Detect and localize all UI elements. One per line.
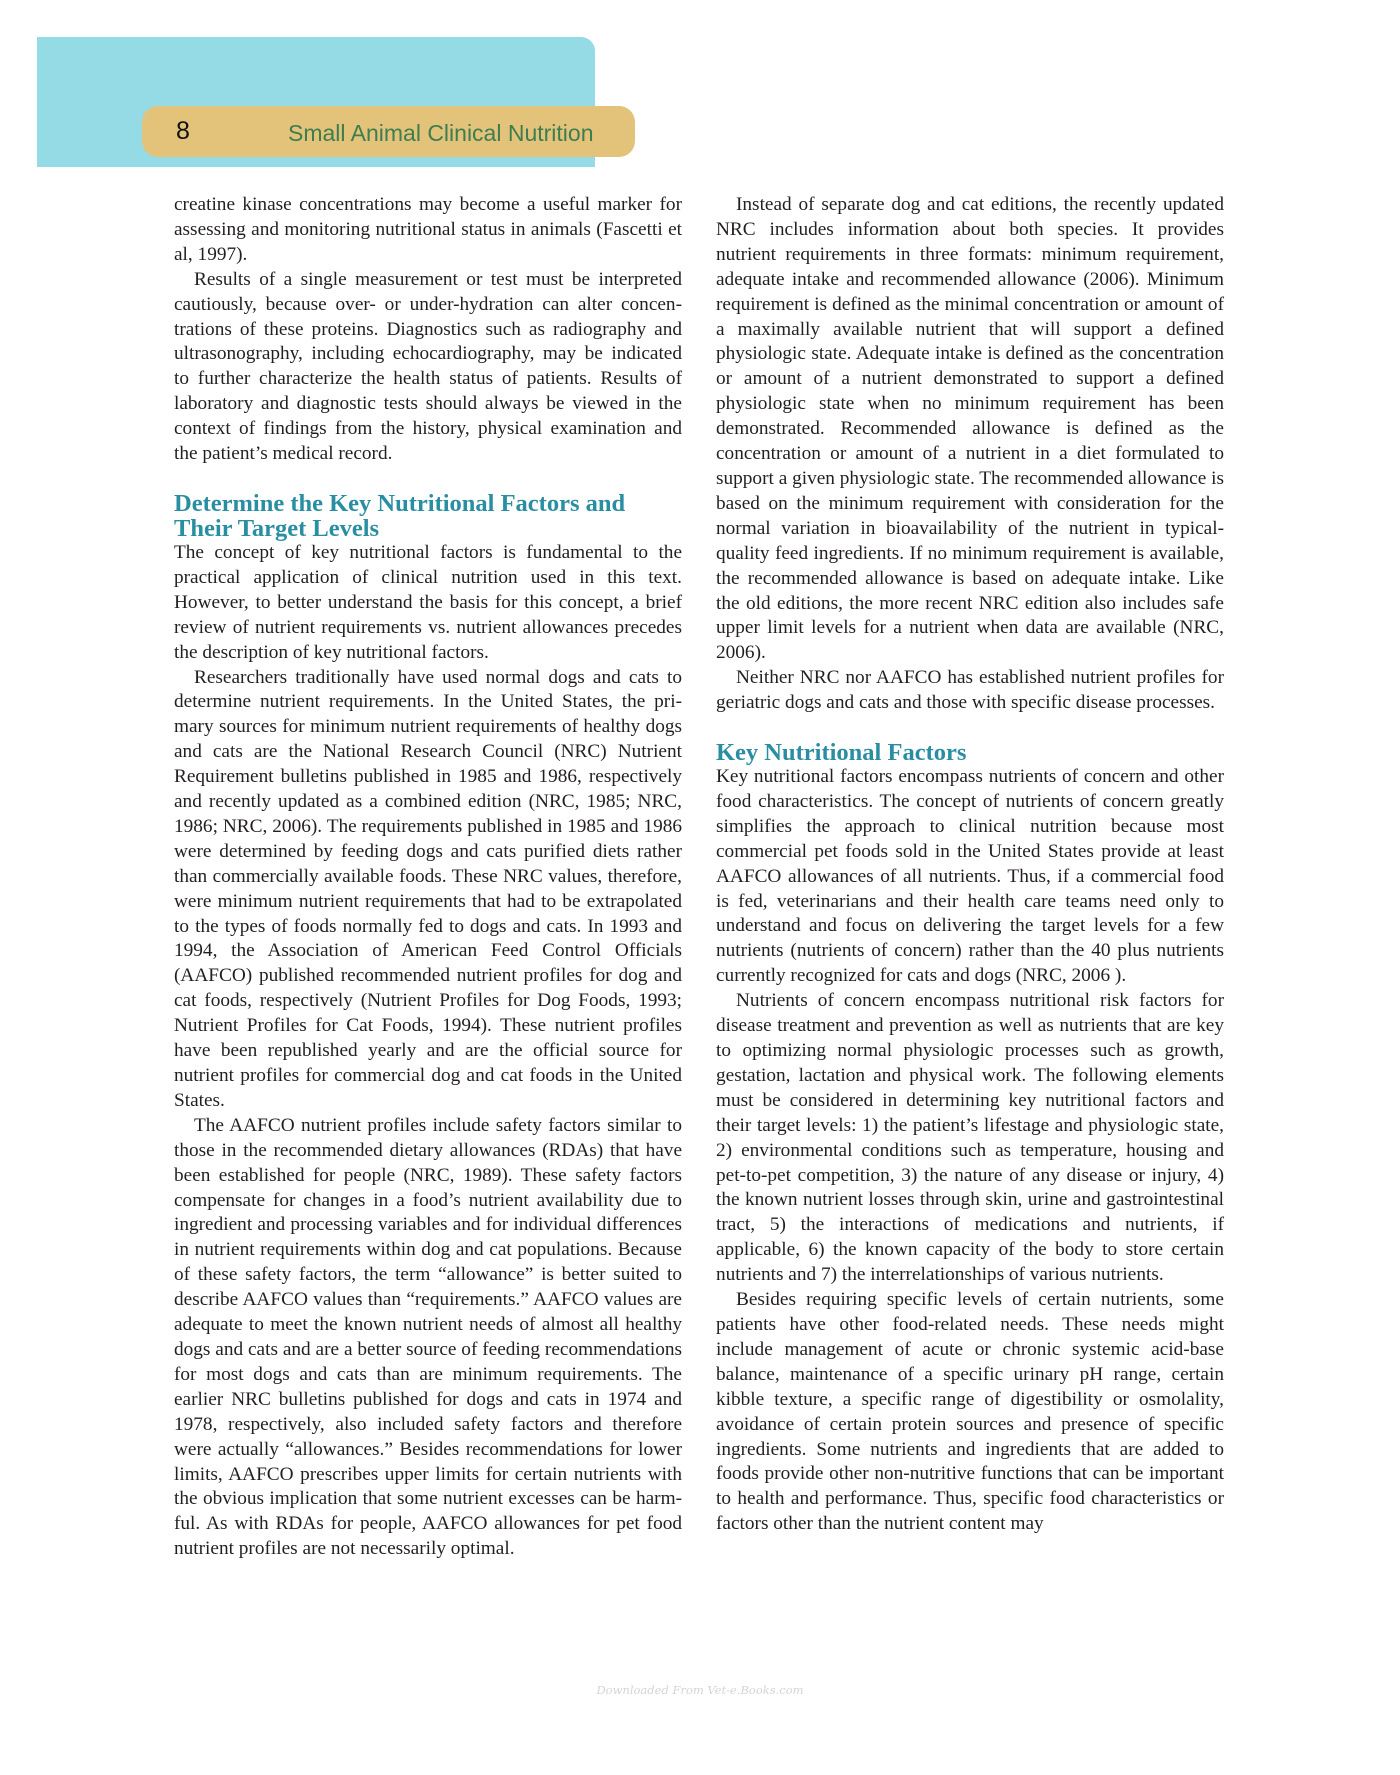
paragraph: Nutrients of concern encompass nutritional risk factors for disease treatment and prevention as well as nutrients that are key to optimizing normal physiologic processes such as growth, gestation, lactation and physical work. The following elements must be considered in determining key nutritional factors and their target levels: 1) the patient’s lifestage and physiologic state, 2) environmental conditions such as temperature, housing and pet-to-pet competition, 3) the nature of any disease or injury, 4) the known nutrient losses through skin, urine and gastrointestinal tract, 5) the interactions of medications and nutrients, if applicable, 6) the known capacity of the body to store certain nutrients and 7) the interrelationships of various nutrients. xyxy=(716,990,1224,1286)
paragraph: Besides requiring specific levels of certain nutrients, some patients have other food-related needs. These needs might include management of acute or chronic systemic acid-base balance, maintenance of a specific urinary pH range, certain kibble texture, a specific range of digestibility or osmolality, avoidance of certain protein sources and presence of specific ingredients. Some nutrients and ingredients that are added to foods provide other non-nutritive functions that can be important to health and performance. Thus, specific food characteristics or factors other than the nutrient content may xyxy=(716,1289,1224,1535)
section-heading: Determine the Key Nutritional Factors and Their Target Levels xyxy=(174,489,626,542)
paragraph: Results of a single measurement or test must be interpreted cautiously, because over- or under-hydration can alter concentrations of these proteins. Diagnostics such as radiography and ultrasonography, including echocardiography, may be indicated to further characterize the health status of patients. Results of laboratory and diagnostic tests should always be viewed in the context of findings from the history, physical examination and the patient’s medical record. xyxy=(174,268,682,465)
page-number: 8 xyxy=(176,117,190,145)
paragraph: creatine kinase concentrations may become a useful marker for assessing and monitoring nutritional status in animals (Fascetti et al, 1997). xyxy=(174,194,682,265)
paragraph: Key nutritional factors encompass nutrients of concern and other food characteristics. The concept of nutrients of concern greatly simplifies the approach to clinical nutrition because most commercial pet foods sold in the United States provide at least AAFCO allowances of all nutrients. Thus, if a commercial food is fed, veterinarians and their health care teams need only to understand and focus on delivering the target levels for a few nutrients (nutrients of concern) rather than the 40 plus nutrients currently recognized for cats and dogs (NRC, 2006 ). xyxy=(716,766,1224,987)
section-heading: Key Nutritional Factors xyxy=(716,739,967,767)
paragraph: The concept of key nutritional factors is fundamental to the practical application of clinical nutrition used in this text. However, to better understand the basis for this concept, a brief review of nutrient requirements vs. nutrient allowances precedes the description of key nutritional factors. xyxy=(174,541,682,663)
watermark: Downloaded From Vet-e.Books.com xyxy=(596,1683,804,1697)
paragraph: Neither NRC nor AAFCO has established nutrient profiles for geriatric dogs and cats and those with specific disease processes. xyxy=(716,667,1224,714)
paragraph: Researchers traditionally have used normal dogs and cats to determine nutrient requirements. In the United States, the primary sources for minimum nutrient requirements of healthy dogs and cats are the National Research Council (NRC) Nutrient Requirement bulletins published in 1985 and 1986, respectively and recently updated as a combined edition (NRC, 1985; NRC, 1986; NRC, 2006). The requirements published in 1985 and 1986 were determined by feeding dogs and cats purified diets rather than commercially available foods. These NRC values, therefore, were minimum nutrient requirements that had to be extrapolated to the types of foods normally fed to dogs and cats. In 1993 and 1994, the Association of American Feed Control Officials (AAFCO) published recommended nutrient profiles for dog and cat foods, respectively (Nutrient Profiles for Dog Foods, 1993; Nutrient Profiles for Cat Foods, 1994). These nutrient profiles have been republished yearly and are the official source for nutrient profiles for commercial dog and cat foods in the United States. xyxy=(174,666,682,1111)
running-title: Small Animal Clinical Nutrition xyxy=(288,120,594,146)
right-column xyxy=(716,193,1224,1537)
left-column xyxy=(174,193,682,1562)
paragraph: The AAFCO nutrient profiles include safety factors similar to those in the recommended dietary allowances (RDAs) that have been established for people (NRC, 1989). These safety factors compensate for changes in a food’s nutrient availability due to ingredient and processing variables and for individual differences in nutrient requirements within dog and cat populations. Because of these safety factors, the term “allowance” is better suited to describe AAFCO values than “requirements.” AAFCO values are adequate to meet the known nutrient needs of almost all healthy dogs and cats and are a better source of feeding recommendations for most dogs and cats than are minimum requirements. The earlier NRC bulletins published for dogs and cats in 1974 and 1978, respectively, also included safety factors and therefore were actually “allowances.” Besides recommendations for lower limits, AAFCO prescribes upper limits for certain nutrients with the obvious implication that some nutrient excesses can be harmful. As with RDAs for people, AAFCO allowances for pet food nutrient profiles are not necessarily optimal. xyxy=(174,1114,682,1560)
paragraph: Instead of separate dog and cat editions, the recently updated NRC includes information about both species. It provides nutrient requirements in three formats: minimum requirement, adequate intake and recommended allowance (2006). Minimum requirement is defined as the minimal concentration or amount of a maximally available nutrient that will support a defined physiologic state. Adequate intake is defined as the concentration or amount of a nutrient demonstrated to support a defined physiologic state when no minimum requirement has been demonstrated. Recommended allowance is defined as the concentration or amount of a nutrient in a diet formulated to support a given physiologic state. The recommended allowance is based on the minimum requirement with consideration for the normal variation in bioavailability of the nutrient in typical-quality feed ingredients. If no minimum requirement is available, the recommended allowance is based on adequate intake. Like the old editions, the more recent NRC edition also includes safe upper limit levels for a nutrient when data are available (NRC, 2006). xyxy=(716,194,1224,664)
